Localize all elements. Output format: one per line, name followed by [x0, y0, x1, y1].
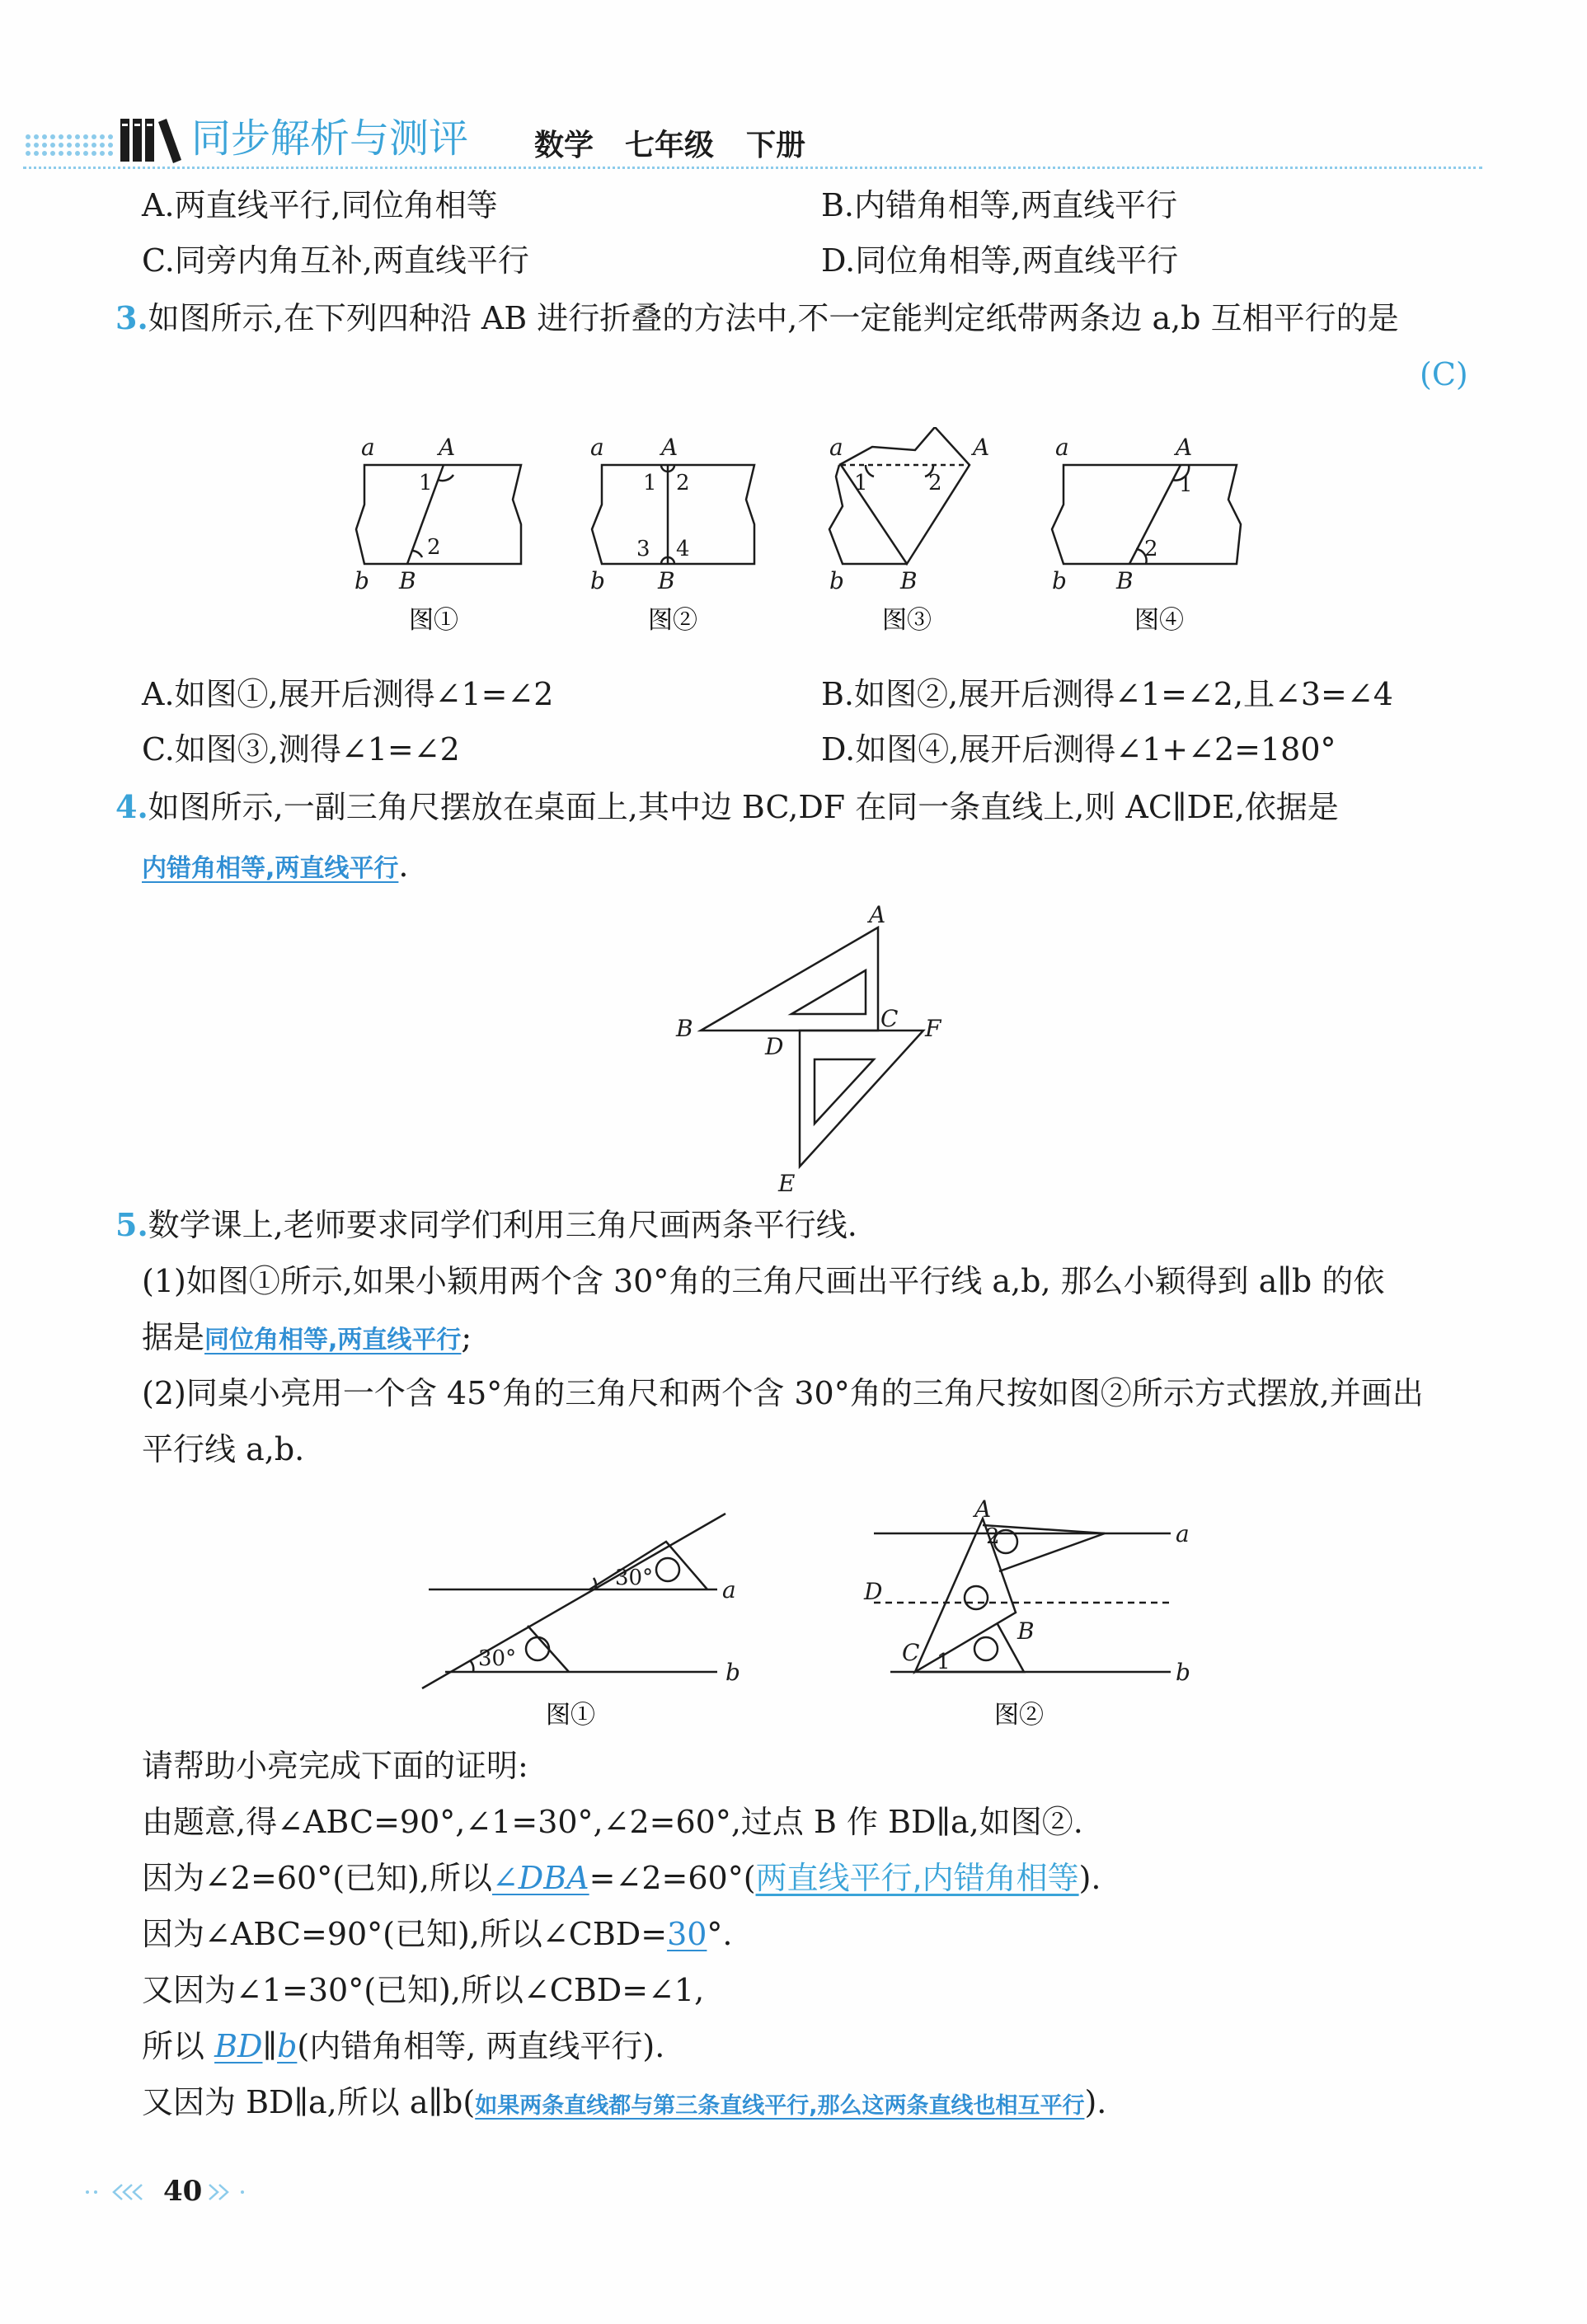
svg-text:B: B	[676, 1015, 693, 1042]
svg-text:1: 1	[1179, 472, 1193, 497]
svg-text:A: A	[973, 434, 990, 461]
q5-part1-end: ;	[461, 1319, 472, 1355]
q4-answer: 内错角相等,两直线平行	[142, 854, 399, 883]
q3-option-c: C.如图③,测得∠1=∠2	[142, 731, 460, 768]
proof-l6-b: ).	[1084, 2084, 1107, 2120]
proof-l3-answer: 30	[667, 1916, 707, 1952]
svg-text:2: 2	[427, 535, 441, 560]
proof-l6-answer: 如果两条直线都与第三条直线平行,那么这两条直线也相互平行	[475, 2093, 1085, 2119]
q3-answer-value: C	[1431, 356, 1456, 392]
svg-text:E: E	[778, 1170, 796, 1195]
q3-option-b: B.如图②,展开后测得∠1=∠2,且∠3=∠4	[821, 676, 1393, 712]
svg-text:2: 2	[676, 471, 690, 495]
prev-option-c: C.同旁内角互补,两直线平行	[142, 242, 529, 279]
svg-text:b: b	[354, 567, 369, 594]
q5-stem	[115, 1205, 857, 1245]
fig2-strip	[592, 465, 754, 564]
svg-text:2: 2	[986, 1524, 1000, 1549]
svg-text:b: b	[829, 567, 844, 594]
page-number: 40	[163, 2175, 203, 2208]
svg-text:B: B	[1116, 567, 1134, 594]
proof-line-1: 由题意,得∠ABC=90°,∠1=30°,∠2=60°,过点 B 作 BD∥a,如图②.	[142, 1804, 1083, 1840]
svg-text:F: F	[925, 1015, 941, 1042]
svg-text:30°: 30°	[615, 1566, 654, 1590]
svg-text:C: C	[902, 1639, 920, 1666]
q5-stem-text: 数学课上,老师要求同学们利用三角尺画两条平行线.	[148, 1207, 857, 1243]
q5-part1-line1: (1)如图①所示,如果小颖用两个含 30°角的三角尺画出平行线 a,b, 那么小颖得到 a∥b 的依	[142, 1263, 1385, 1299]
q5-part1-answer: 同位角相等,两直线平行	[204, 1326, 462, 1354]
svg-text:A: A	[869, 903, 886, 928]
proof-line-4: 又因为∠1=30°(已知),所以∠CBD=∠1,	[142, 1972, 705, 2008]
fig3-strip	[829, 465, 907, 564]
q3-option-a: A.如图①,展开后测得∠1=∠2	[142, 676, 554, 712]
q4-stem	[115, 787, 1339, 827]
subject: 数学	[534, 129, 594, 162]
svg-text:1: 1	[643, 471, 657, 495]
proof-l5-answer-2: b	[277, 2028, 298, 2064]
proof-l2-c: ).	[1078, 1860, 1101, 1896]
triangle-def	[800, 1031, 923, 1167]
q4-figure	[668, 903, 965, 1195]
svg-text:a: a	[1055, 434, 1069, 461]
svg-text:D: D	[864, 1578, 883, 1605]
q3-fig1-label: 图①	[409, 606, 458, 635]
q5-part1-prefix: 据是	[142, 1319, 205, 1355]
svg-text:b: b	[1176, 1659, 1190, 1686]
svg-text:b: b	[590, 567, 605, 594]
proof-l2-answer-1: ∠DBA	[491, 1860, 589, 1896]
svg-text:4: 4	[676, 537, 690, 561]
svg-text:1: 1	[854, 471, 868, 495]
q3-fig4-label: 图④	[1134, 606, 1184, 635]
svg-text:a: a	[722, 1576, 736, 1603]
svg-text:a: a	[829, 434, 843, 461]
q3-fig2-label: 图②	[648, 606, 697, 635]
fig3-folded	[839, 427, 970, 564]
page-deco-left-icon	[82, 2180, 148, 2204]
page-number-area	[82, 2167, 264, 2216]
q5-number: 5.	[115, 1206, 148, 1243]
q5-part2-line1: (2)同桌小亮用一个含 45°角的三角尺和两个含 30°角的三角尺按如图②所示方式摆放,并画出	[142, 1375, 1424, 1411]
svg-text:b: b	[1052, 567, 1067, 594]
svg-text:C: C	[880, 1005, 899, 1032]
proof-line-5	[142, 2026, 664, 2066]
svg-text:B: B	[658, 567, 675, 594]
q3-fig3-label: 图③	[882, 606, 932, 635]
q3-option-d: D.如图④,展开后测得∠1+∠2=180°	[821, 731, 1336, 768]
svg-text:A: A	[974, 1495, 992, 1523]
proof-l5-c: (内错角相等, 两直线平行).	[297, 2028, 665, 2064]
proof-l5-a: 所以	[142, 2028, 215, 2064]
q4-answer-line	[142, 846, 409, 889]
svg-text:a: a	[590, 434, 604, 461]
svg-text:2: 2	[1144, 537, 1158, 561]
proof-l6-a: 又因为 BD∥a,所以 a∥b(	[142, 2084, 476, 2120]
proof-intro: 请帮助小亮完成下面的证明:	[142, 1748, 528, 1784]
q3-answer: (C)	[1420, 356, 1468, 392]
proof-line-6	[142, 2082, 1106, 2126]
svg-text:a: a	[361, 434, 375, 461]
q4-end: .	[398, 847, 409, 884]
svg-text:1: 1	[419, 471, 433, 495]
grade: 七年级	[625, 129, 715, 162]
q5-part1-line2	[142, 1317, 472, 1360]
proof-l3-b: °.	[707, 1916, 733, 1952]
svg-text:a: a	[1176, 1520, 1190, 1547]
series-title: 同步解析与测评	[191, 115, 469, 162]
header	[0, 107, 1587, 173]
q5-figures	[412, 1492, 1228, 1731]
q5-fig1-label: 图①	[546, 1701, 595, 1730]
proof-l3-a: 因为∠ABC=90°(已知),所以∠CBD=	[142, 1916, 668, 1952]
dot-pattern-icon	[23, 132, 115, 162]
svg-text:A: A	[439, 434, 456, 461]
proof-l2-answer-2: 两直线平行,内错角相等	[755, 1860, 1079, 1896]
proof-line-2	[142, 1858, 1101, 1898]
q5-fig2-label: 图②	[994, 1701, 1044, 1730]
proof-l5-answer-1: BD	[214, 2028, 263, 2064]
prev-option-b: B.内错角相等,两直线平行	[821, 187, 1178, 223]
svg-text:b: b	[725, 1659, 740, 1686]
volume: 下册	[746, 129, 806, 162]
proof-l2-a: 因为∠2=60°(已知),所以	[142, 1860, 492, 1896]
svg-text:B: B	[399, 567, 416, 594]
q3-number: 3.	[115, 299, 148, 336]
svg-text:B: B	[1017, 1617, 1035, 1645]
proof-l5-b: ∥	[262, 2028, 278, 2064]
svg-text:3: 3	[636, 537, 650, 561]
q3-figures	[338, 427, 1278, 650]
proof-line-3	[142, 1914, 733, 1954]
q3-stem	[115, 298, 1399, 338]
header-divider	[23, 167, 1482, 169]
svg-text:30°: 30°	[478, 1646, 517, 1671]
prev-option-d: D.同位角相等,两直线平行	[821, 242, 1179, 279]
svg-text:2: 2	[928, 471, 942, 495]
svg-text:D: D	[765, 1033, 784, 1060]
q3-stem-text: 如图所示,在下列四种沿 AB 进行折叠的方法中,不一定能判定纸带两条边 a,b 互相平行的是	[148, 300, 1399, 336]
svg-text:B: B	[900, 567, 918, 594]
svg-text:1: 1	[937, 1650, 951, 1674]
page-deco-right-icon	[206, 2180, 264, 2204]
q5-part2-line2: 平行线 a,b.	[142, 1431, 305, 1467]
prev-option-a: A.两直线平行,同位角相等	[142, 187, 498, 223]
svg-text:A: A	[661, 434, 678, 461]
svg-text:A: A	[1176, 434, 1193, 461]
q4-number: 4.	[115, 788, 148, 825]
proof-l2-b: =∠2=60°(	[589, 1860, 756, 1896]
books-logo-icon	[119, 112, 185, 163]
q4-stem-text: 如图所示,一副三角尺摆放在桌面上,其中边 BC,DF 在同一条直线上,则 AC∥DE,依据是	[148, 789, 1339, 825]
